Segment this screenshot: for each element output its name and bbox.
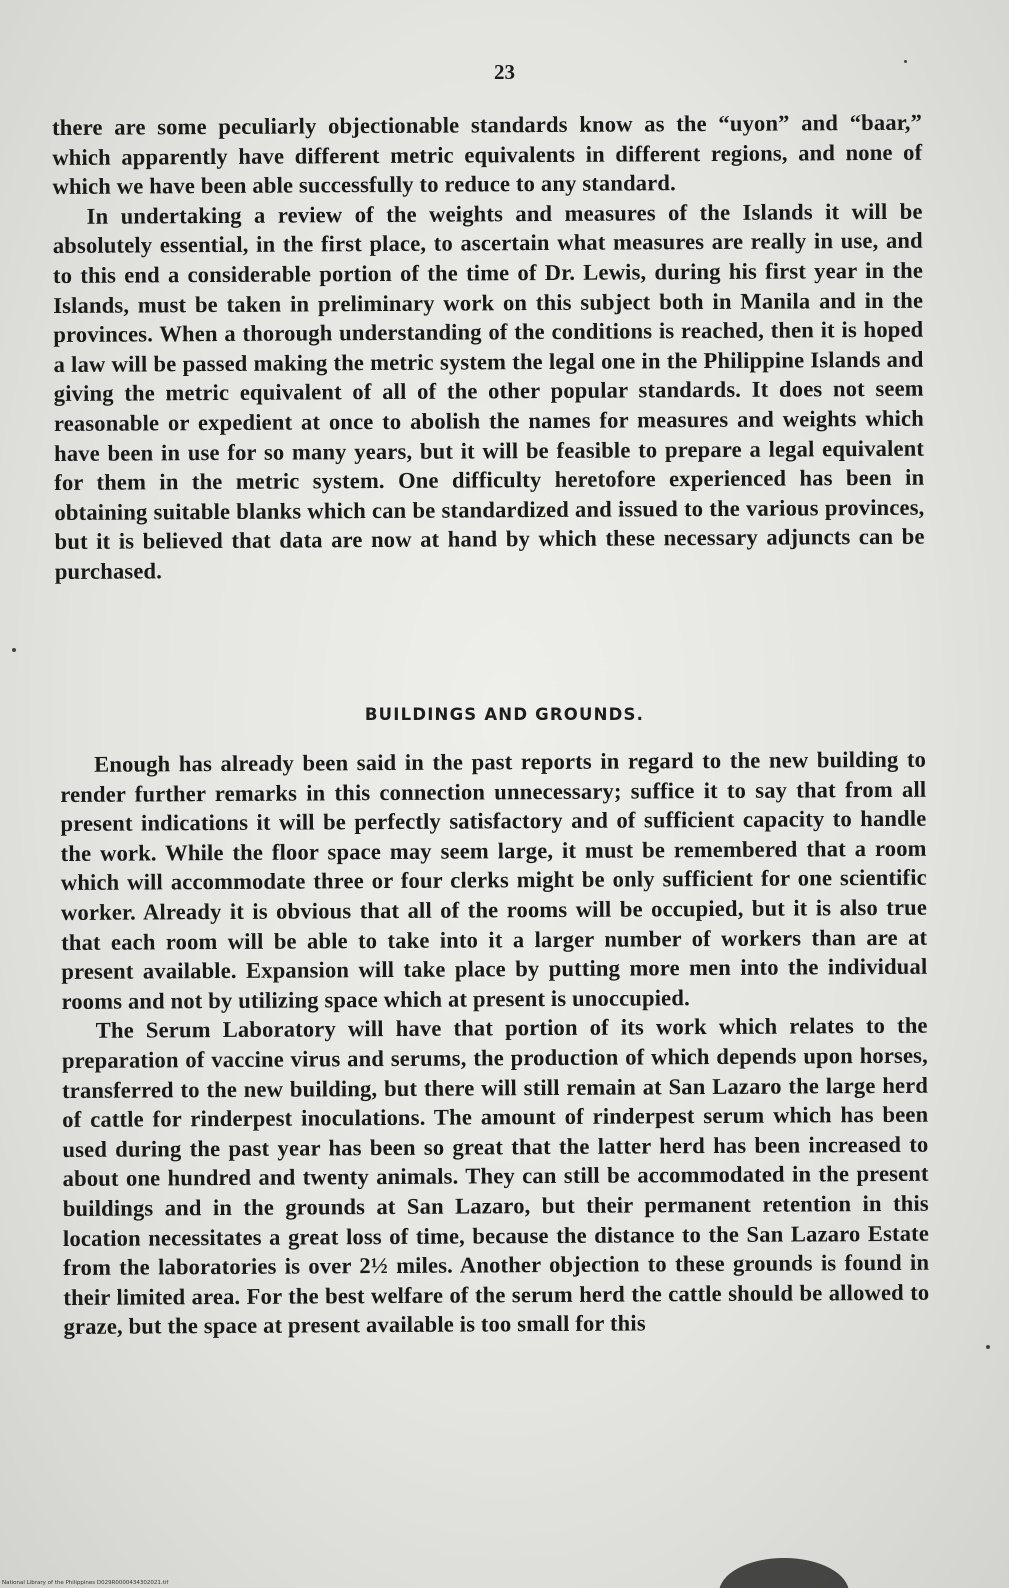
paragraph-serum-laboratory: The Serum Laboratory will have that portion of its work which relates to the preparation of vaccine virus and serums, the production of which depends upon horses, transferred to the new building, but there will still remain at San Lazaro the large herd of cattle for rinderpest inoculations. The amount of rinderpest serum which has been used during the past year has been so great that the latter herd has been increased to about one hundred and twenty animals. They can still be accommodated in the present buildings and in the grounds at San Lazaro, but their permanent retention in this location necessitates a great loss of time, because the distance to the San Lazaro Estate from the laboratories is over 2½ miles. Another objection to these grounds is found in their limited area. For the best welfare of the serum herd the cattle should be allowed to graze, but the space at present available is too small for this <box>61 1013 930 1340</box>
scan-speck <box>904 60 907 63</box>
paragraph-new-building: Enough has already been said in the past reports in regard to the new building to render further remarks in this connection unnecessary; suffice it to say that from all present indications it will be perfectly satisfactory and of sufficient capacity to handle the work. While the floor space may seem large, it must be remembered that a room which will accommodate three or four clerks might be only sufficient for one scientific worker. Already it is obvious that all of the rooms will be occupied, but it is also true that each room will be able to take into it a larger number of workers than are at present available. Expansion will take place by putting more men into the individual rooms and not by utilizing space which at present is unoccupied. <box>60 746 928 1014</box>
scan-edge-shadow <box>719 1558 849 1588</box>
body-text-section-1 <box>52 108 925 587</box>
scan-speck <box>12 648 16 652</box>
paragraph-continuation: there are some peculiarly objectionable standards know as the “uyon” and “baar,” which apparently have different metric equivalents in different regions, and none of which we have been able successfully to reduce to any standard. <box>52 109 923 200</box>
page-number: 23 <box>494 60 515 84</box>
scan-footer-note: National Library of the Philippines D029R0000434302021.tif <box>2 1580 169 1586</box>
paragraph-weights-measures: In undertaking a review of the weights and measures of the Islands it will be absolutely essential, in the first place, to ascertain what measures are really in use, and to this end a considerable portion of the time of Dr. Lewis, during his first year in the Islands, must be taken in preliminary work on this subject both in Manila and in the provinces. When a thorough understanding of the conditions is reached, then it is hoped a law will be passed making the metric system the legal one in the Philippine Islands and giving the metric equivalent of all of the other popular standards. It does not seem reasonable or expedient at once to abolish the names for measures and weights which have been in use for so many years, but it will be feasible to prepare a legal equivalent for them in the metric system. One difficulty heretofore experienced has been in obtaining suitable blanks which can be standardized and issued to the various provinces, but it is believed that data are now at hand by which these necessary adjuncts can be purchased. <box>52 198 925 584</box>
scan-speck <box>986 1345 990 1349</box>
body-text-section-2 <box>60 745 930 1342</box>
section-heading: BUILDINGS AND GROUNDS. <box>364 705 645 724</box>
